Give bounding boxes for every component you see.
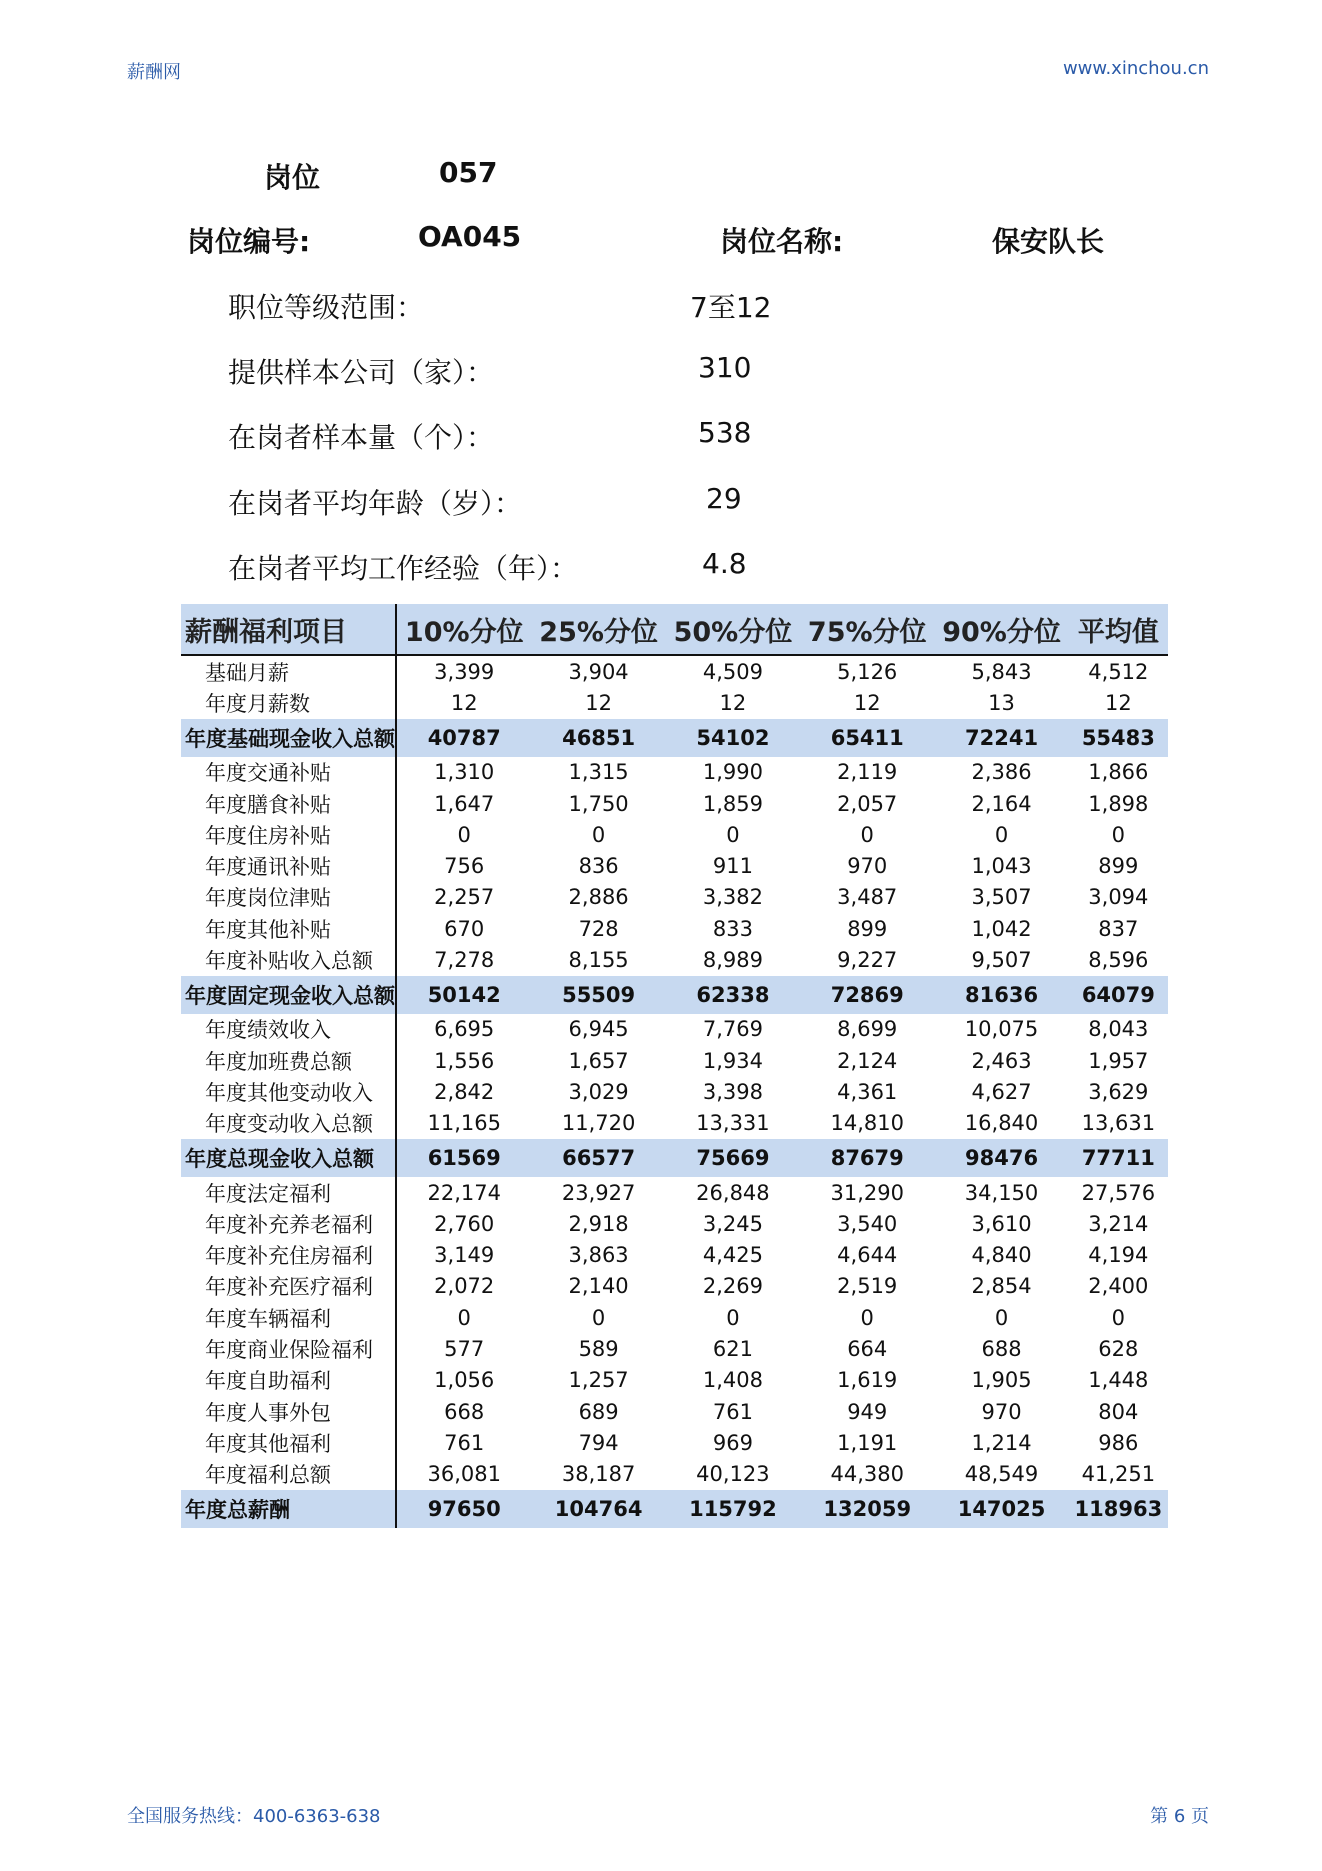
cell-value: 1,056 — [434, 1368, 495, 1393]
cell-value: 6,945 — [568, 1017, 629, 1042]
cell-value: 4,627 — [971, 1079, 1032, 1104]
cell-value: 4,194 — [1088, 1243, 1149, 1268]
cell-value: 1,043 — [971, 854, 1032, 879]
row-label: 年度总现金收入总额 — [181, 1139, 396, 1177]
cell-value: 9,227 — [837, 948, 898, 973]
cell-value: 2,519 — [837, 1274, 898, 1299]
cell-value: 12 — [853, 690, 881, 715]
cell-value: 72869 — [800, 976, 934, 1014]
meta-value: 29 — [706, 482, 742, 515]
row-label: 年度商业保险福利 — [181, 1333, 396, 1364]
table-row — [181, 850, 1168, 881]
cell-value: 12 — [585, 690, 612, 715]
row-label: 年度交通补贴 — [181, 757, 396, 788]
meta-label: 提供样本公司（家）： — [228, 356, 495, 389]
cell-value: 2,164 — [971, 791, 1032, 816]
cell-value: 11,165 — [427, 1111, 501, 1136]
column-header: 平均值 — [1069, 604, 1168, 655]
post-name: 保安队长 — [992, 225, 1105, 258]
meta-label: 职位等级范围： — [228, 291, 425, 324]
cell-value: 7,278 — [434, 948, 495, 973]
hotline: 全国服务热线：400-6363-638 — [127, 1806, 381, 1827]
cell-value: 0 — [591, 822, 606, 847]
row-label: 年度变动收入总额 — [181, 1108, 396, 1139]
cell-value: 0 — [726, 822, 740, 847]
cell-value: 65411 — [800, 719, 934, 757]
table-row — [181, 1108, 1168, 1139]
cell-value: 1,042 — [971, 916, 1032, 941]
cell-value: 12 — [1104, 690, 1132, 715]
cell-value: 97650 — [396, 1490, 531, 1528]
cell-value: 2,269 — [702, 1274, 763, 1299]
cell-value: 970 — [981, 1399, 1022, 1424]
table-row — [181, 944, 1168, 975]
post-code: OA045 — [418, 220, 522, 253]
cell-value: 837 — [1098, 916, 1139, 941]
cell-value: 628 — [1098, 1336, 1139, 1361]
row-label: 年度福利总额 — [181, 1459, 396, 1490]
cell-value: 804 — [1098, 1399, 1139, 1424]
row-label: 年度基础现金收入总额 — [181, 719, 396, 757]
cell-value: 13,331 — [696, 1111, 770, 1136]
table-row — [181, 1333, 1168, 1364]
cell-value: 836 — [578, 854, 619, 879]
cell-value: 36,081 — [427, 1462, 501, 1487]
meta-value: 7至12 — [690, 291, 772, 324]
row-label: 年度车辆福利 — [181, 1302, 396, 1333]
table-row — [181, 1365, 1168, 1396]
cell-value: 44,380 — [830, 1462, 904, 1487]
table-subtotal-row — [181, 1139, 1168, 1177]
cell-value: 3,398 — [702, 1079, 763, 1104]
cell-value: 4,512 — [1088, 659, 1149, 684]
row-label: 年度加班费总额 — [181, 1045, 396, 1076]
cell-value: 1,408 — [702, 1368, 763, 1393]
cell-value: 0 — [457, 1305, 471, 1330]
row-label: 年度补贴收入总额 — [181, 944, 396, 975]
cell-value: 4,361 — [837, 1079, 898, 1104]
cell-value: 2,386 — [971, 760, 1032, 785]
cell-value: 2,257 — [434, 885, 495, 910]
cell-value: 1,657 — [568, 1048, 629, 1073]
cell-value: 48,549 — [964, 1462, 1039, 1487]
cell-value: 147025 — [934, 1490, 1068, 1528]
row-label: 年度补充住房福利 — [181, 1239, 396, 1270]
row-label: 年度膳食补贴 — [181, 788, 396, 819]
cell-value: 10,075 — [964, 1017, 1039, 1042]
cell-value: 11,720 — [561, 1111, 636, 1136]
cell-value: 2,140 — [568, 1274, 629, 1299]
meta-label: 在岗者平均年龄（岁）： — [228, 487, 523, 520]
column-header: 薪酬福利项目 — [181, 604, 396, 655]
cell-value: 1,647 — [434, 791, 495, 816]
cell-value: 2,072 — [434, 1274, 495, 1299]
cell-value: 756 — [444, 854, 485, 879]
column-header: 50%分位 — [666, 604, 800, 655]
cell-value: 3,149 — [434, 1243, 495, 1268]
row-label: 年度人事外包 — [181, 1396, 396, 1427]
table-row — [181, 1459, 1168, 1490]
cell-value: 2,119 — [837, 760, 898, 785]
cell-value: 77711 — [1069, 1139, 1168, 1177]
row-label: 年度自助福利 — [181, 1365, 396, 1396]
table-row — [181, 882, 1168, 913]
cell-value: 670 — [444, 916, 485, 941]
table-row — [181, 655, 1168, 687]
cell-value: 8,155 — [568, 948, 629, 973]
cell-value: 3,029 — [568, 1079, 629, 1104]
post-number: 057 — [439, 156, 498, 189]
cell-value: 1,257 — [568, 1368, 629, 1393]
cell-value: 2,886 — [568, 885, 629, 910]
cell-value: 12 — [450, 690, 478, 715]
site-url[interactable]: www.xinchou.cn — [1062, 58, 1209, 79]
cell-value: 38,187 — [561, 1462, 636, 1487]
table-row — [181, 757, 1168, 788]
cell-value: 4,509 — [702, 659, 763, 684]
row-label: 年度其他变动收入 — [181, 1076, 396, 1107]
cell-value: 0 — [1111, 1305, 1126, 1330]
cell-value: 621 — [712, 1336, 753, 1361]
cell-value: 2,400 — [1088, 1274, 1149, 1299]
cell-value: 1,556 — [434, 1048, 495, 1073]
cell-value: 98476 — [934, 1139, 1068, 1177]
cell-value: 664 — [847, 1336, 888, 1361]
cell-value: 1,990 — [702, 760, 763, 785]
cell-value: 66577 — [531, 1139, 665, 1177]
row-label: 年度月薪数 — [181, 687, 396, 718]
row-label: 基础月薪 — [181, 655, 396, 687]
cell-value: 5,126 — [837, 659, 898, 684]
cell-value: 3,610 — [971, 1211, 1032, 1236]
table-row — [181, 1427, 1168, 1458]
row-label: 年度通讯补贴 — [181, 850, 396, 881]
cell-value: 761 — [444, 1430, 485, 1455]
cell-value: 31,290 — [830, 1180, 904, 1205]
cell-value: 27,576 — [1081, 1180, 1156, 1205]
cell-value: 3,629 — [1088, 1079, 1149, 1104]
row-label: 年度绩效收入 — [181, 1014, 396, 1045]
table-row — [181, 1177, 1168, 1208]
cell-value: 1,214 — [971, 1430, 1032, 1455]
cell-value: 3,094 — [1088, 885, 1149, 910]
cell-value: 3,487 — [837, 885, 898, 910]
cell-value: 9,507 — [971, 948, 1032, 973]
cell-value: 50142 — [396, 976, 531, 1014]
cell-value: 1,448 — [1088, 1368, 1149, 1393]
cell-value: 589 — [578, 1336, 619, 1361]
row-label: 年度法定福利 — [181, 1177, 396, 1208]
cell-value: 1,310 — [434, 760, 495, 785]
cell-value: 794 — [578, 1430, 619, 1455]
cell-value: 62338 — [666, 976, 800, 1014]
cell-value: 1,619 — [837, 1368, 898, 1393]
column-header: 10%分位 — [396, 604, 531, 655]
cell-value: 899 — [1098, 854, 1139, 879]
row-label: 年度固定现金收入总额 — [181, 976, 396, 1014]
cell-value: 3,904 — [568, 659, 629, 684]
cell-value: 0 — [860, 1305, 874, 1330]
cell-value: 12 — [719, 690, 747, 715]
table-row — [181, 1045, 1168, 1076]
cell-value: 3,863 — [568, 1243, 629, 1268]
cell-value: 1,315 — [568, 760, 629, 785]
cell-value: 8,596 — [1088, 948, 1149, 973]
cell-value: 46851 — [531, 719, 665, 757]
cell-value: 577 — [444, 1336, 485, 1361]
cell-value: 949 — [847, 1399, 888, 1424]
cell-value: 969 — [712, 1430, 753, 1455]
meta-value: 310 — [698, 351, 752, 384]
cell-value: 3,245 — [702, 1211, 763, 1236]
post-name-label: 岗位名称: — [720, 225, 844, 258]
cell-value: 6,695 — [434, 1017, 495, 1042]
table-row — [181, 788, 1168, 819]
cell-value: 1,905 — [971, 1368, 1032, 1393]
cell-value: 0 — [860, 822, 874, 847]
table-subtotal-row — [181, 1490, 1168, 1528]
cell-value: 16,840 — [964, 1111, 1039, 1136]
cell-value: 115792 — [666, 1490, 800, 1528]
cell-value: 3,399 — [434, 659, 495, 684]
table-row — [181, 1239, 1168, 1270]
cell-value: 54102 — [666, 719, 800, 757]
cell-value: 0 — [994, 822, 1009, 847]
cell-value: 23,927 — [561, 1180, 636, 1205]
cell-value: 1,859 — [702, 791, 763, 816]
cell-value: 1,898 — [1088, 791, 1149, 816]
row-label: 年度总薪酬 — [181, 1490, 396, 1528]
cell-value: 22,174 — [427, 1180, 501, 1205]
cell-value: 911 — [712, 854, 753, 879]
cell-value: 761 — [712, 1399, 753, 1424]
meta-label: 在岗者平均工作经验（年）： — [228, 552, 579, 585]
salary-table — [181, 604, 1168, 1528]
meta-value: 4.8 — [702, 547, 747, 580]
cell-value: 2,057 — [837, 791, 898, 816]
cell-value: 1,957 — [1088, 1048, 1149, 1073]
cell-value: 899 — [847, 916, 888, 941]
row-label: 年度住房补贴 — [181, 819, 396, 850]
cell-value: 0 — [1111, 822, 1126, 847]
cell-value: 1,750 — [568, 791, 629, 816]
cell-value: 970 — [847, 854, 888, 879]
cell-value: 3,540 — [837, 1211, 898, 1236]
cell-value: 55483 — [1069, 719, 1168, 757]
cell-value: 13 — [988, 690, 1015, 715]
cell-value: 87679 — [800, 1139, 934, 1177]
cell-value: 0 — [457, 822, 471, 847]
cell-value: 14,810 — [830, 1111, 904, 1136]
cell-value: 5,843 — [971, 659, 1032, 684]
cell-value: 2,842 — [434, 1079, 495, 1104]
cell-value: 2,918 — [568, 1211, 629, 1236]
table-row — [181, 913, 1168, 944]
cell-value: 3,507 — [971, 885, 1032, 910]
cell-value: 13,631 — [1081, 1111, 1156, 1136]
row-label: 年度岗位津贴 — [181, 882, 396, 913]
cell-value: 8,989 — [702, 948, 763, 973]
cell-value: 1,191 — [837, 1430, 898, 1455]
cell-value: 61569 — [396, 1139, 531, 1177]
cell-value: 8,043 — [1088, 1017, 1149, 1042]
cell-value: 41,251 — [1081, 1462, 1156, 1487]
column-header: 75%分位 — [800, 604, 934, 655]
cell-value: 3,382 — [702, 885, 763, 910]
cell-value: 2,463 — [971, 1048, 1032, 1073]
cell-value: 118963 — [1069, 1490, 1168, 1528]
cell-value: 72241 — [934, 719, 1068, 757]
cell-value: 0 — [994, 1305, 1009, 1330]
cell-value: 668 — [444, 1399, 485, 1424]
cell-value: 4,425 — [702, 1243, 763, 1268]
row-label: 年度补充养老福利 — [181, 1208, 396, 1239]
cell-value: 81636 — [934, 976, 1068, 1014]
table-row — [181, 1302, 1168, 1333]
cell-value: 132059 — [800, 1490, 934, 1528]
meta-value: 538 — [698, 416, 752, 449]
column-header: 25%分位 — [531, 604, 665, 655]
table-row — [181, 1208, 1168, 1239]
cell-value: 26,848 — [696, 1180, 770, 1205]
table-subtotal-row — [181, 719, 1168, 757]
cell-value: 34,150 — [964, 1180, 1039, 1205]
cell-value: 728 — [578, 916, 619, 941]
cell-value: 1,934 — [702, 1048, 763, 1073]
table-row — [181, 1014, 1168, 1045]
post-label: 岗位 — [264, 161, 321, 194]
table-subtotal-row — [181, 976, 1168, 1014]
cell-value: 2,760 — [434, 1211, 495, 1236]
cell-value: 40,123 — [696, 1462, 770, 1487]
cell-value: 40787 — [396, 719, 531, 757]
cell-value: 2,124 — [837, 1048, 898, 1073]
cell-value: 7,769 — [702, 1017, 763, 1042]
meta-label: 在岗者样本量（个）： — [228, 421, 495, 454]
row-label: 年度其他福利 — [181, 1427, 396, 1458]
cell-value: 4,840 — [971, 1243, 1032, 1268]
row-label: 年度补充医疗福利 — [181, 1271, 396, 1302]
cell-value: 688 — [981, 1336, 1022, 1361]
table-row — [181, 1396, 1168, 1427]
cell-value: 8,699 — [837, 1017, 898, 1042]
table-row — [181, 1076, 1168, 1107]
page-number: 第 6 页 — [1150, 1806, 1209, 1827]
cell-value: 4,644 — [837, 1243, 898, 1268]
post-code-label: 岗位编号: — [187, 225, 311, 258]
cell-value: 986 — [1098, 1430, 1139, 1455]
table-row — [181, 687, 1168, 718]
column-header: 90%分位 — [934, 604, 1068, 655]
row-label: 年度其他补贴 — [181, 913, 396, 944]
cell-value: 1,866 — [1088, 760, 1149, 785]
cell-value: 3,214 — [1088, 1211, 1149, 1236]
cell-value: 689 — [578, 1399, 619, 1424]
cell-value: 833 — [712, 916, 753, 941]
site-name: 薪酬网 — [127, 62, 181, 83]
table-header-row — [181, 604, 1168, 655]
cell-value: 64079 — [1069, 976, 1168, 1014]
cell-value: 0 — [726, 1305, 740, 1330]
table-row — [181, 819, 1168, 850]
table-row — [181, 1271, 1168, 1302]
cell-value: 75669 — [666, 1139, 800, 1177]
cell-value: 104764 — [531, 1490, 665, 1528]
cell-value: 2,854 — [971, 1274, 1032, 1299]
cell-value: 55509 — [531, 976, 665, 1014]
cell-value: 0 — [591, 1305, 606, 1330]
